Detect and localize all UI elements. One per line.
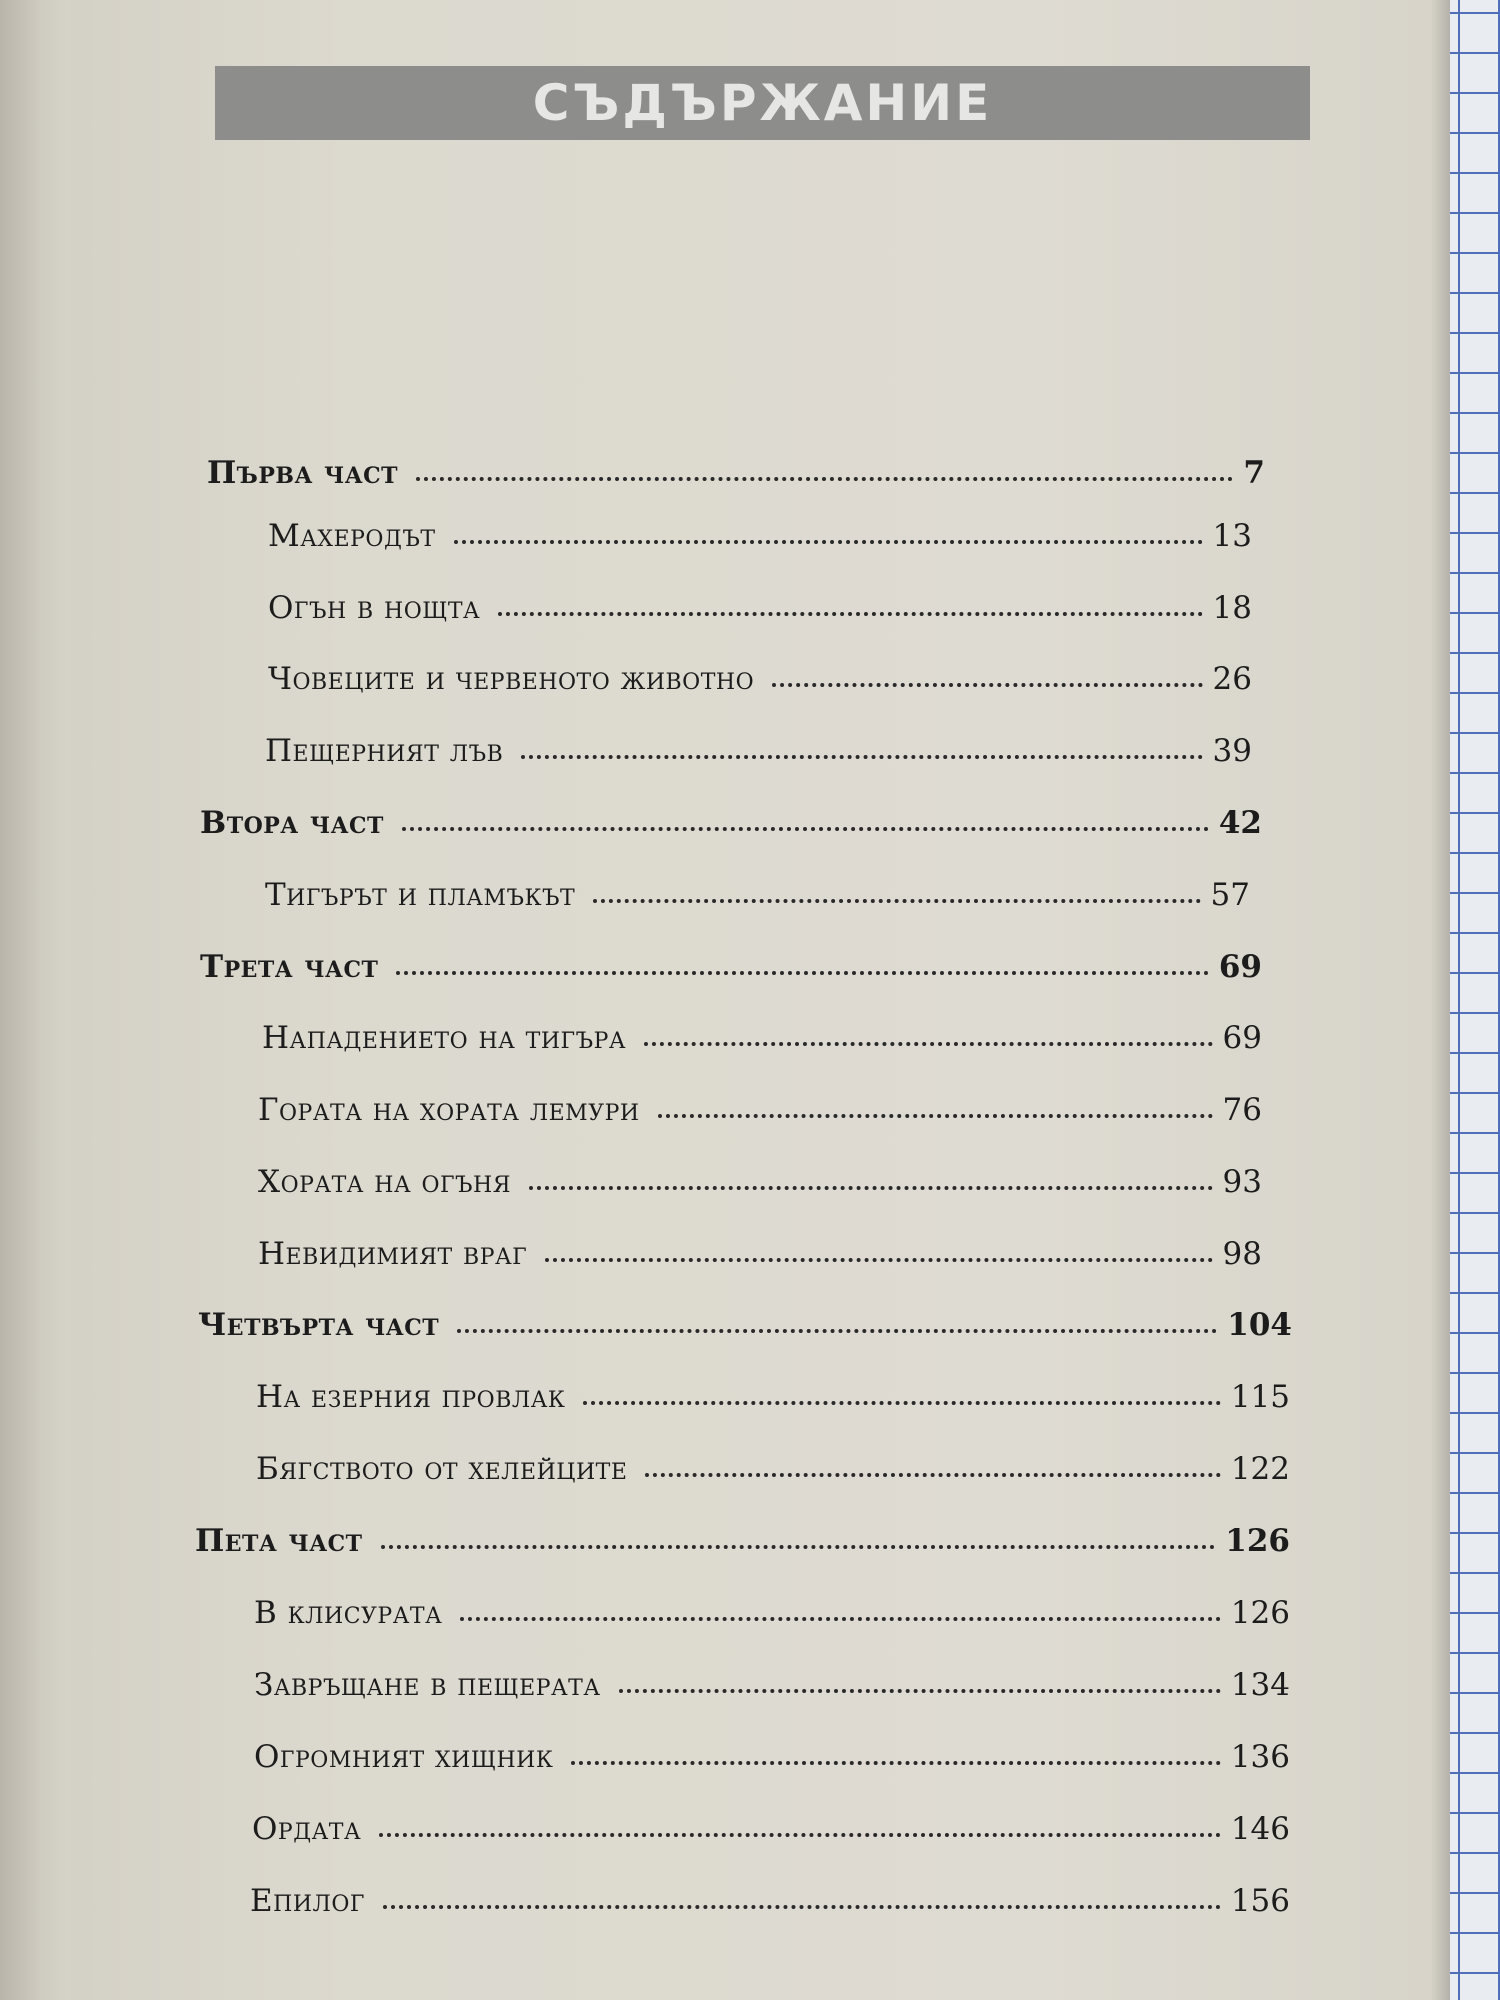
toc-entry-title: Четвърта част <box>198 1307 440 1343</box>
toc-entry-title: Трета част <box>200 949 379 985</box>
toc-chapter-entry <box>258 1164 1262 1214</box>
dot-leader <box>402 827 1209 831</box>
toc-chapter-entry <box>265 877 1250 927</box>
dot-leader <box>772 683 1202 687</box>
dot-leader <box>571 1761 1220 1765</box>
toc-entry-title: Пета част <box>195 1523 363 1559</box>
dot-leader <box>645 1473 1220 1477</box>
toc-page-number: 98 <box>1222 1236 1262 1272</box>
toc-page-number: 26 <box>1212 661 1252 697</box>
toc-chapter-entry <box>268 590 1252 640</box>
toc-entry-title: Невидимият враг <box>258 1236 528 1272</box>
toc-page-number: 146 <box>1230 1811 1290 1847</box>
toc-part-entry <box>200 949 1262 999</box>
toc-chapter-entry <box>254 1739 1290 1789</box>
toc-page-number: 122 <box>1230 1451 1290 1487</box>
toc-chapter-entry <box>262 1020 1262 1070</box>
toc-entry-title: Хората на огъня <box>258 1164 511 1200</box>
toc-page-number: 104 <box>1227 1307 1292 1343</box>
toc-chapter-entry <box>256 1379 1290 1429</box>
toc-entry-title: Първа част <box>207 455 399 491</box>
dot-leader <box>498 612 1202 616</box>
toc-page-number: 93 <box>1222 1164 1262 1200</box>
toc-entry-title: В клисурата <box>254 1595 443 1631</box>
toc-chapter-entry <box>254 1595 1290 1645</box>
toc-page-number: 76 <box>1222 1092 1262 1128</box>
toc-page-number: 42 <box>1218 805 1262 841</box>
dot-leader <box>457 1329 1217 1333</box>
toc-chapter-entry <box>256 1451 1290 1501</box>
toc-entry-title: Завръщане в пещерата <box>254 1667 601 1703</box>
toc-page-number: 57 <box>1210 877 1250 913</box>
toc-page-number: 134 <box>1230 1667 1290 1703</box>
toc-entry-title: Махеродът <box>268 518 436 554</box>
toc-page-number: 115 <box>1230 1379 1290 1415</box>
toc-page-number: 39 <box>1212 733 1252 769</box>
dot-leader <box>545 1258 1212 1262</box>
toc-part-entry <box>200 805 1262 855</box>
dot-leader <box>454 540 1203 544</box>
dot-leader <box>644 1042 1212 1046</box>
dot-leader <box>416 477 1233 481</box>
dot-leader <box>583 1401 1220 1405</box>
toc-page-number: 18 <box>1212 590 1252 626</box>
toc-entry-title: Ордата <box>252 1811 362 1847</box>
dot-leader <box>396 971 1209 975</box>
toc-entry-title: На езерния провлак <box>256 1379 566 1415</box>
dot-leader <box>658 1114 1213 1118</box>
toc-part-entry <box>195 1523 1290 1573</box>
dot-leader <box>529 1186 1213 1190</box>
toc-page-number: 13 <box>1212 518 1252 554</box>
dot-leader <box>381 1545 1216 1549</box>
toc-entry-title: Нападението на тигъра <box>262 1020 627 1056</box>
dot-leader <box>460 1617 1221 1621</box>
toc-entry-title: Епилог <box>250 1883 365 1919</box>
toc-chapter-entry <box>254 1667 1290 1717</box>
toc-entry-title: Огън в нощта <box>268 590 481 626</box>
page-title: СЪДЪРЖАНИЕ <box>532 74 993 132</box>
toc-chapter-entry <box>268 518 1252 568</box>
toc-entry-title: Човеците и червеното животно <box>268 661 755 697</box>
toc-entry-title: Бягството от хелейците <box>256 1451 628 1487</box>
toc-page-number: 69 <box>1218 949 1262 985</box>
toc-chapter-entry <box>268 661 1252 711</box>
toc-page-number: 69 <box>1222 1020 1262 1056</box>
toc-chapter-entry <box>252 1811 1290 1861</box>
toc-chapter-entry <box>258 1236 1262 1286</box>
dot-leader <box>521 755 1202 759</box>
dot-leader <box>619 1689 1221 1693</box>
dot-leader <box>593 899 1200 903</box>
toc-entry-title: Тигърът и пламъкът <box>265 877 576 913</box>
toc-page-number: 156 <box>1230 1883 1290 1919</box>
toc-part-entry <box>198 1307 1292 1357</box>
toc-entry-title: Втора част <box>200 805 384 841</box>
dot-leader <box>383 1905 1221 1909</box>
toc-entry-title: Гората на хората лемури <box>258 1092 640 1128</box>
toc-entry-title: Пещерният лъв <box>265 733 504 769</box>
toc-chapter-entry <box>265 733 1252 783</box>
dot-leader <box>379 1833 1221 1837</box>
toc-entry-title: Огромният хищник <box>254 1739 554 1775</box>
toc-chapter-entry <box>258 1092 1262 1142</box>
toc-chapter-entry <box>250 1883 1290 1933</box>
toc-page-number: 7 <box>1243 455 1265 491</box>
toc-page-number: 126 <box>1225 1523 1290 1559</box>
toc-part-entry <box>207 455 1265 505</box>
toc-page-number: 126 <box>1230 1595 1290 1631</box>
toc-page-number: 136 <box>1230 1739 1290 1775</box>
